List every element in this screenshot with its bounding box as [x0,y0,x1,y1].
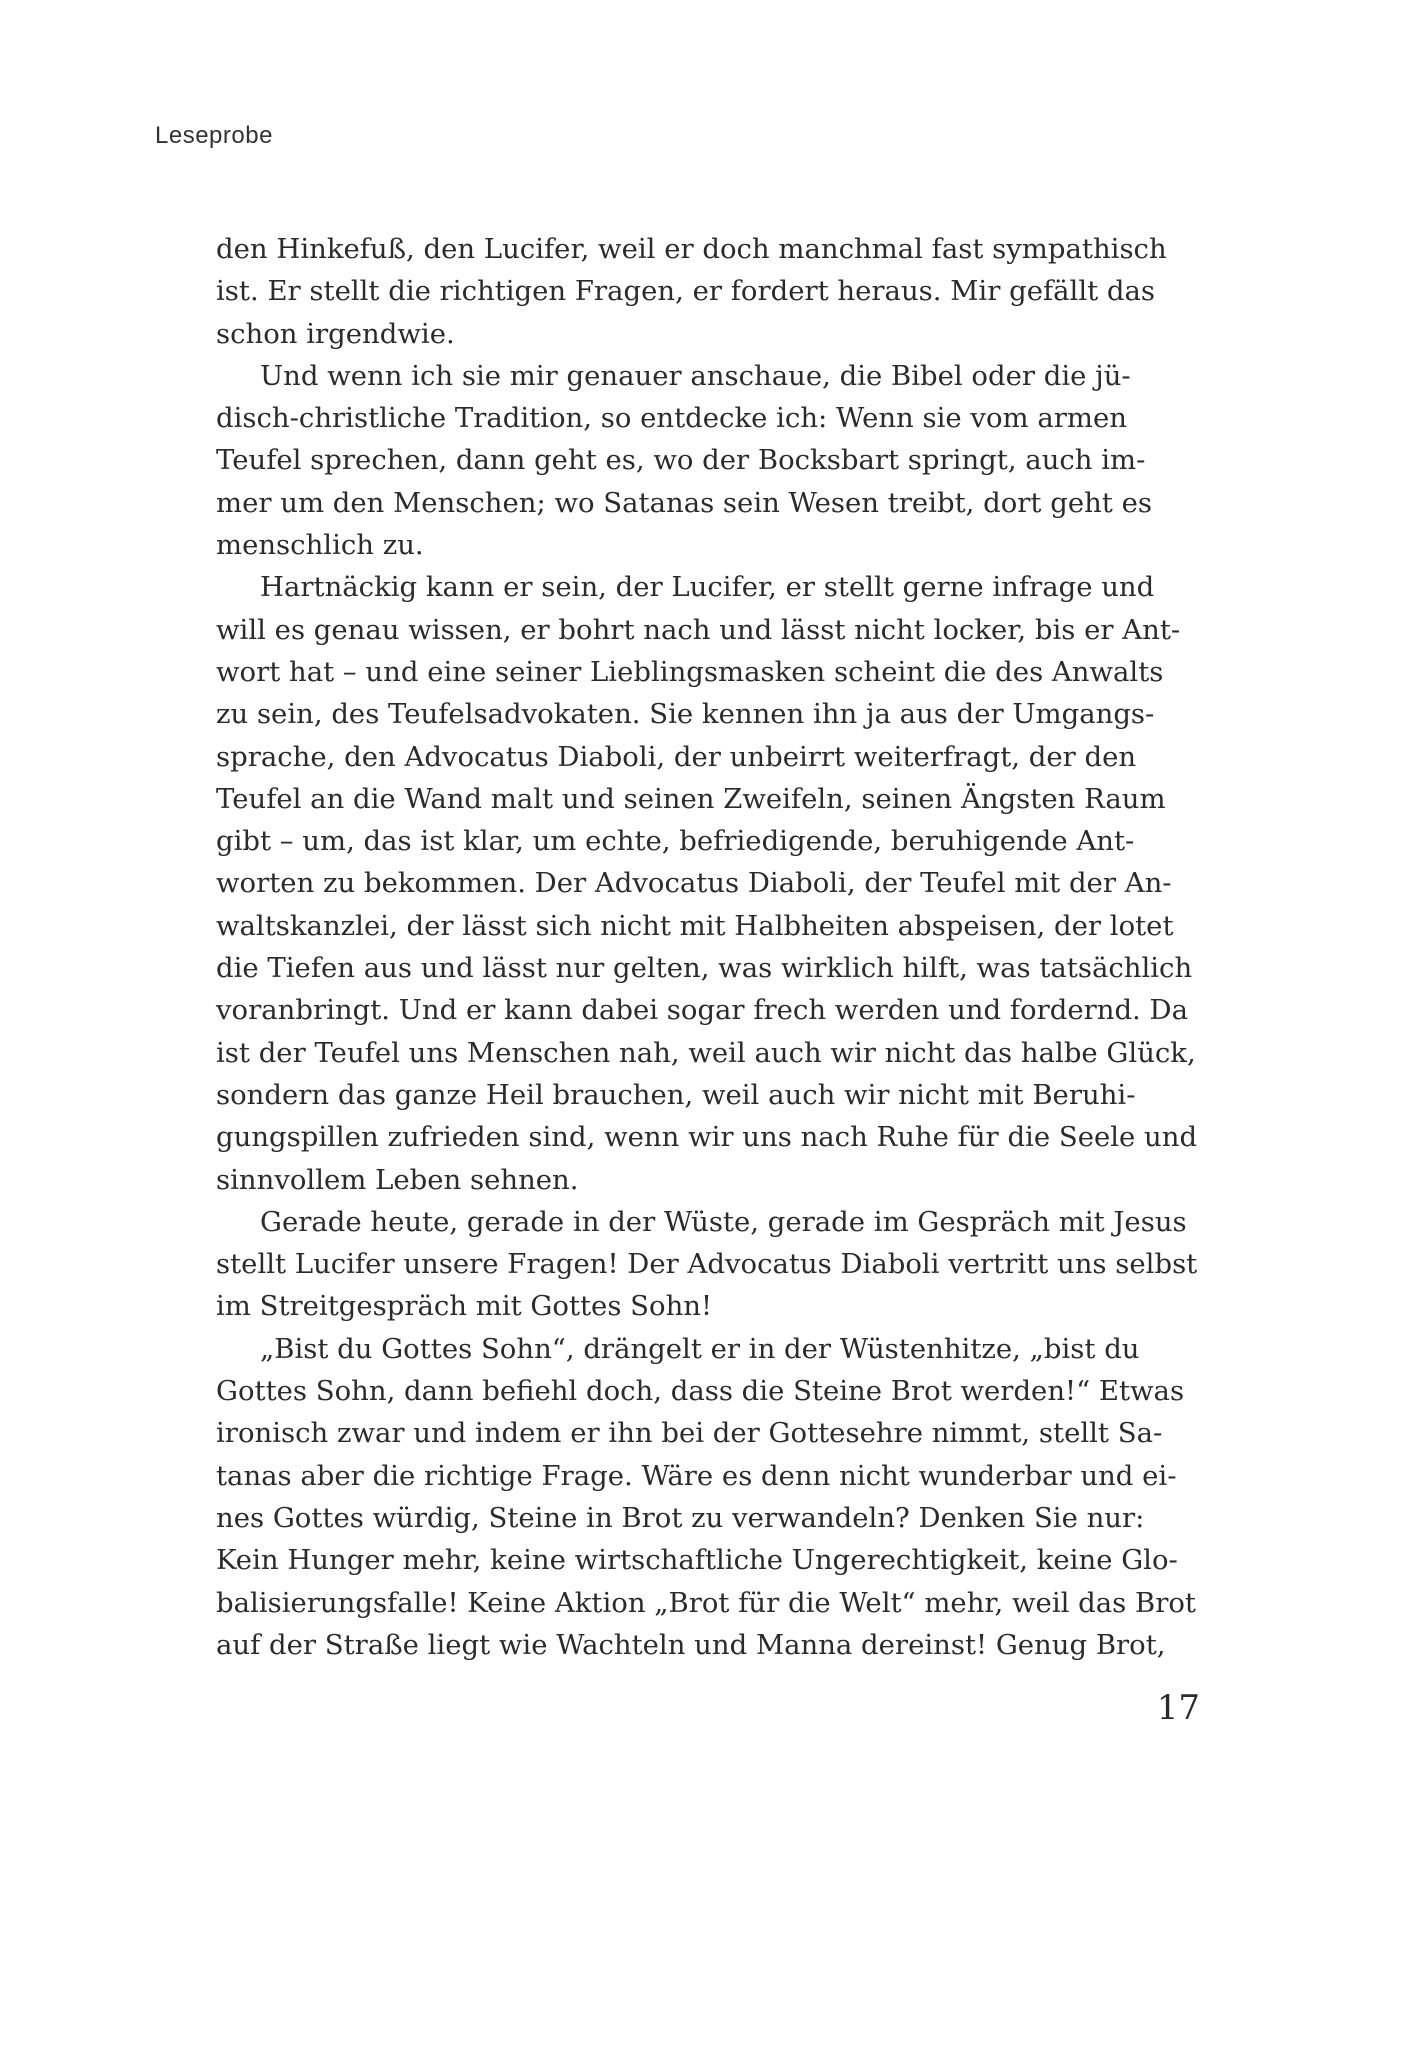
page-number: 17 [1156,1688,1200,1728]
text-line: „Bist du Gottes Sohn“, drängelt er in der Wüstenhitze, „bist du [260,1332,1140,1365]
text-line: menschlich zu. [216,529,424,562]
text-line: gibt – um, das ist klar, um echte, befriedigende, beruhigende Ant- [216,825,1135,858]
text-line: nes Gottes würdig, Steine in Brot zu verwandeln? Denken Sie nur: [216,1501,1145,1534]
text-line: im Streitgespräch mit Gottes Sohn! [216,1290,713,1323]
text-line: den Hinkefuß, den Lucifer, weil er doch manchmal fast sympathisch [216,233,1167,265]
text-line: ist der Teufel uns Menschen nah, weil auch wir nicht das halbe Glück, [216,1036,1196,1069]
text-line: Gottes Sohn, dann befiehl doch, dass die Steine Brot werden!“ Etwas [216,1375,1185,1408]
text-line: Gerade heute, gerade in der Wüste, gerade im Gespräch mit Jesus [260,1205,1187,1238]
text-line: tanas aber die richtige Frage. Wäre es denn nicht wunderbar und ei- [216,1459,1177,1492]
text-line: disch-christliche Tradition, so entdecke ich: Wenn sie vom armen [216,402,1127,435]
text-line: Kein Hunger mehr, keine wirtschaftliche Ungerechtigkeit, keine Glo- [216,1544,1178,1577]
text-line: sinnvollem Leben sehnen. [216,1163,579,1196]
text-line: mer um den Menschen; wo Satanas sein Wesen treibt, dort geht es [216,486,1152,519]
text-line: sprache, den Advocatus Diaboli, der unbeirrt weiterfragt, der den [216,740,1137,773]
body-text [216,228,1198,1666]
running-head: Leseprobe [155,122,273,149]
text-line: ironisch zwar und indem er ihn bei der Gottesehre nimmt, stellt Sa- [216,1417,1163,1450]
text-line: sondern das ganze Heil brauchen, weil auch wir nicht mit Beruhi- [216,1078,1136,1111]
text-line: die Tiefen aus und lässt nur gelten, was wirklich hilft, was tatsächlich [216,952,1193,985]
text-line: gungspillen zufrieden sind, wenn wir uns nach Ruhe für die Seele und [216,1121,1198,1154]
text-line: voranbringt. Und er kann dabei sogar frech werden und fordernd. Da [216,994,1188,1027]
text-line: ist. Er stellt die richtigen Fragen, er fordert heraus. Mir gefällt das [216,275,1156,308]
text-line: waltskanzlei, der lässt sich nicht mit Halbheiten abspeisen, der lotet [216,909,1174,942]
text-line: Teufel sprechen, dann geht es, wo der Bocksbart springt, auch im- [216,444,1146,477]
text-line: stellt Lucifer unsere Fragen! Der Advocatus Diaboli vertritt uns selbst [216,1248,1198,1281]
text-line: worten zu bekommen. Der Advocatus Diaboli, der Teufel mit der An- [216,867,1172,900]
text-line: will es genau wissen, er bohrt nach und lässt nicht locker, bis er Ant- [216,613,1181,646]
text-line: schon irgendwie. [216,317,455,350]
text-line: Hartnäckig kann er sein, der Lucifer, er stellt gerne infrage und [260,571,1155,604]
text-line: wort hat – und eine seiner Lieblingsmasken scheint die des Anwalts [216,655,1164,688]
text-line: Und wenn ich sie mir genauer anschaue, die Bibel oder die jü- [260,359,1131,392]
text-line: auf der Straße liegt wie Wachteln und Manna dereinst! Genug Brot, [216,1628,1166,1661]
text-line: balisierungsfalle! Keine Aktion „Brot für die Welt“ mehr, weil das Brot [216,1586,1196,1619]
text-line: Teufel an die Wand malt und seinen Zweifeln, seinen Ängsten Raum [216,782,1166,815]
text-line: zu sein, des Teufelsadvokaten. Sie kennen ihn ja aus der Umgangs- [216,698,1155,731]
